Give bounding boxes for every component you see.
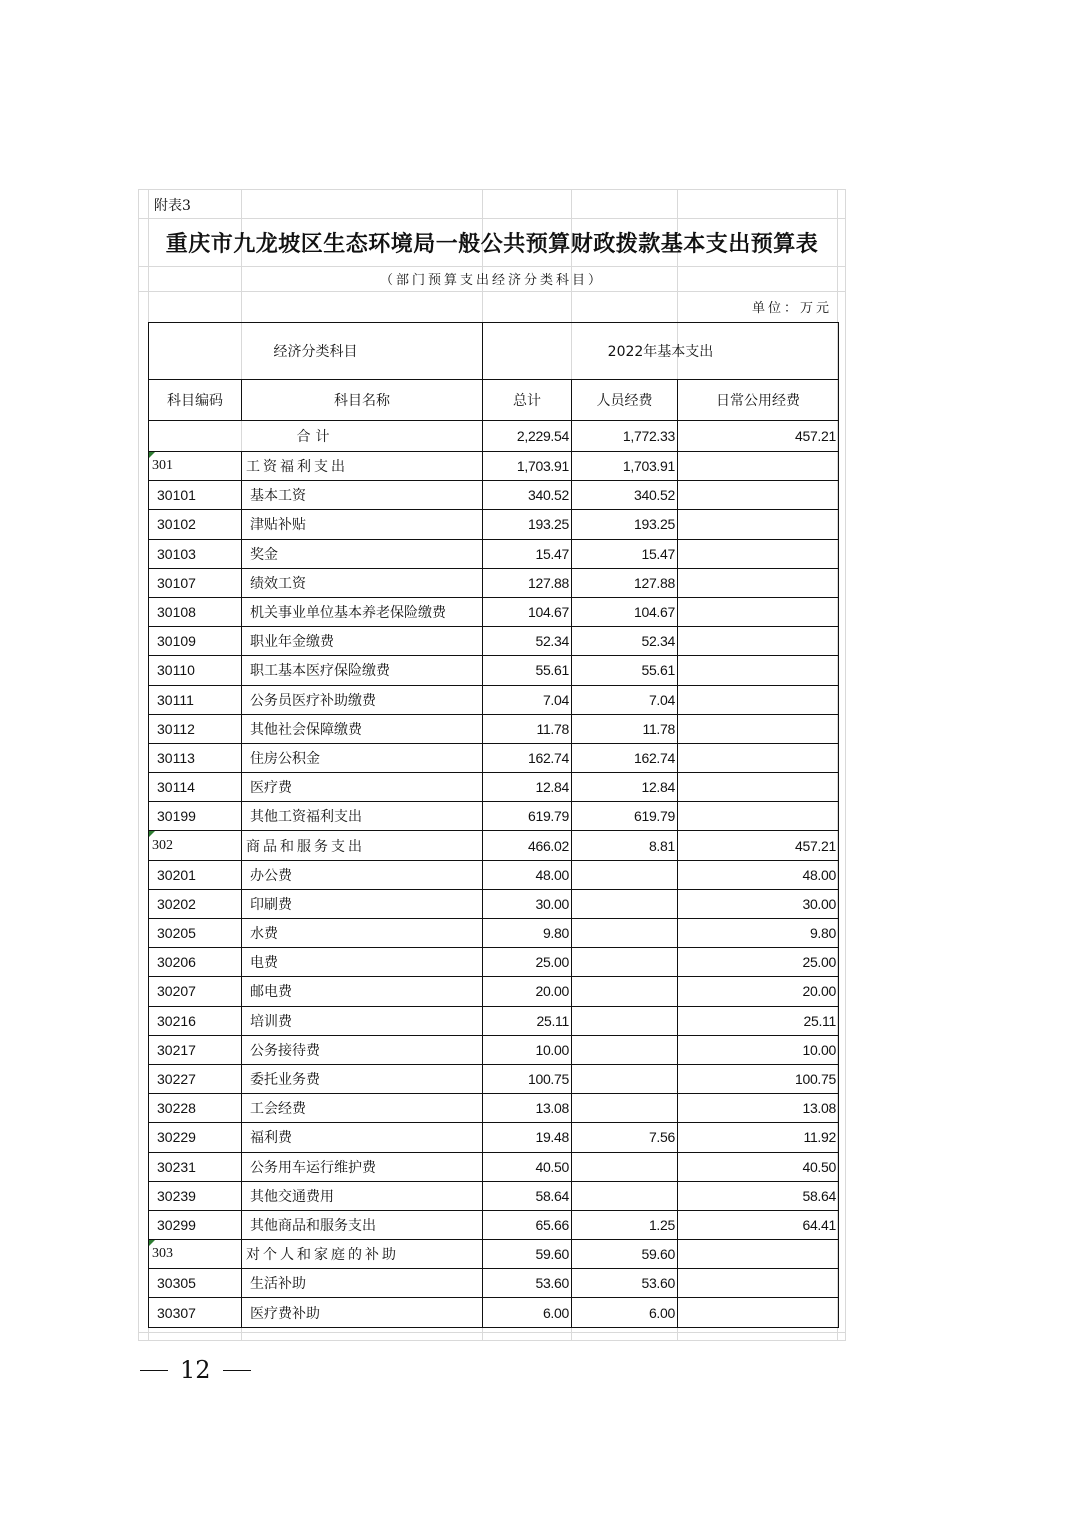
row-name: 办公费 [242, 860, 483, 889]
table-row [149, 1006, 839, 1035]
table-row [149, 1152, 839, 1181]
row-name: 生活补助 [242, 1269, 483, 1298]
row-name: 其他工资福利支出 [242, 802, 483, 831]
row-name: 委托业务费 [242, 1064, 483, 1093]
table-row [149, 919, 839, 948]
total-label: 合计 [149, 421, 483, 452]
row-public [678, 627, 839, 656]
row-total: 7.04 [483, 685, 572, 714]
row-code: 30102 [149, 510, 242, 539]
page-number: 12 [180, 1356, 211, 1384]
row-total: 9.80 [483, 919, 572, 948]
row-name: 绩效工资 [242, 568, 483, 597]
cell-comment-marker [149, 452, 155, 458]
row-code: 30103 [149, 539, 242, 568]
row-name: 公务接待费 [242, 1035, 483, 1064]
row-name: 邮电费 [242, 977, 483, 1006]
row-code-text: 303 [152, 1246, 173, 1262]
table-row [149, 773, 839, 802]
row-total: 48.00 [483, 860, 572, 889]
row-code: 30239 [149, 1181, 242, 1210]
table-row [149, 743, 839, 772]
total-public: 457.21 [678, 421, 839, 452]
category-row [149, 831, 839, 860]
row-name: 对个人和家庭的补助 [242, 1240, 483, 1269]
row-public: 11.92 [678, 1123, 839, 1152]
row-public: 40.50 [678, 1152, 839, 1181]
row-total: 25.11 [483, 1006, 572, 1035]
row-code: 30201 [149, 860, 242, 889]
row-personnel [572, 919, 678, 948]
table-row [149, 627, 839, 656]
row-personnel [572, 1152, 678, 1181]
column-header-name: 科目名称 [242, 380, 483, 421]
row-code: 30114 [149, 773, 242, 802]
row-name: 基本工资 [242, 481, 483, 510]
table-row [149, 802, 839, 831]
row-personnel: 340.52 [572, 481, 678, 510]
row-name: 工会经费 [242, 1094, 483, 1123]
row-code: 30112 [149, 714, 242, 743]
row-name: 水费 [242, 919, 483, 948]
row-personnel: 619.79 [572, 802, 678, 831]
row-public [678, 481, 839, 510]
row-total: 340.52 [483, 481, 572, 510]
row-total: 58.64 [483, 1181, 572, 1210]
row-total: 52.34 [483, 627, 572, 656]
table-row [149, 714, 839, 743]
row-public [678, 1298, 839, 1327]
row-code: 30199 [149, 802, 242, 831]
table-row [149, 948, 839, 977]
column-header-code: 科目编码 [149, 380, 242, 421]
table-row [149, 1269, 839, 1298]
table-row [149, 685, 839, 714]
row-personnel [572, 860, 678, 889]
row-public: 20.00 [678, 977, 839, 1006]
row-total: 40.50 [483, 1152, 572, 1181]
row-personnel: 193.25 [572, 510, 678, 539]
table-row [149, 1094, 839, 1123]
row-total: 65.66 [483, 1210, 572, 1239]
row-name: 职工基本医疗保险缴费 [242, 656, 483, 685]
row-name: 电费 [242, 948, 483, 977]
row-code: 30205 [149, 919, 242, 948]
table-row [149, 1123, 839, 1152]
row-total: 20.00 [483, 977, 572, 1006]
row-public [678, 685, 839, 714]
row-personnel: 104.67 [572, 597, 678, 626]
row-public [678, 452, 839, 481]
row-name: 工资福利支出 [242, 452, 483, 481]
row-total: 59.60 [483, 1240, 572, 1269]
row-code: 30216 [149, 1006, 242, 1035]
total-total: 2,229.54 [483, 421, 572, 452]
row-total: 30.00 [483, 889, 572, 918]
table-row [149, 1181, 839, 1210]
row-personnel [572, 948, 678, 977]
row-code: 30108 [149, 597, 242, 626]
row-public: 25.00 [678, 948, 839, 977]
row-code: 30109 [149, 627, 242, 656]
row-personnel: 1.25 [572, 1210, 678, 1239]
table-row [149, 860, 839, 889]
row-total: 25.00 [483, 948, 572, 977]
row-code [149, 831, 242, 860]
cell-comment-marker [149, 831, 155, 837]
row-personnel: 127.88 [572, 568, 678, 597]
table-row [149, 481, 839, 510]
column-header-total: 总计 [483, 380, 572, 421]
row-public: 13.08 [678, 1094, 839, 1123]
row-personnel [572, 889, 678, 918]
row-name: 奖金 [242, 539, 483, 568]
row-code [149, 452, 242, 481]
row-total: 127.88 [483, 568, 572, 597]
row-code-text: 301 [152, 458, 173, 474]
table-row [149, 977, 839, 1006]
row-personnel: 15.47 [572, 539, 678, 568]
annex-label: 附表3 [154, 198, 191, 214]
row-personnel: 7.56 [572, 1123, 678, 1152]
row-total: 55.61 [483, 656, 572, 685]
row-total: 19.48 [483, 1123, 572, 1152]
row-code: 30305 [149, 1269, 242, 1298]
row-name: 公务员医疗补助缴费 [242, 685, 483, 714]
row-total: 15.47 [483, 539, 572, 568]
row-public: 10.00 [678, 1035, 839, 1064]
row-public [678, 656, 839, 685]
row-personnel: 8.81 [572, 831, 678, 860]
row-total: 162.74 [483, 743, 572, 772]
row-total: 10.00 [483, 1035, 572, 1064]
row-total: 100.75 [483, 1064, 572, 1093]
row-personnel [572, 1064, 678, 1093]
row-code: 30202 [149, 889, 242, 918]
row-code: 30206 [149, 948, 242, 977]
row-public: 58.64 [678, 1181, 839, 1210]
row-code [149, 1240, 242, 1269]
row-name: 其他社会保障缴费 [242, 714, 483, 743]
row-code: 30299 [149, 1210, 242, 1239]
table-row [149, 568, 839, 597]
row-name: 医疗费 [242, 773, 483, 802]
row-personnel: 1,703.91 [572, 452, 678, 481]
row-code: 30207 [149, 977, 242, 1006]
row-name: 津贴补贴 [242, 510, 483, 539]
row-code: 30107 [149, 568, 242, 597]
row-personnel: 52.34 [572, 627, 678, 656]
row-name: 培训费 [242, 1006, 483, 1035]
page-title: 重庆市九龙坡区生态环境局一般公共预算财政拨款基本支出预算表 [165, 231, 819, 257]
row-personnel [572, 977, 678, 1006]
table-row [149, 1298, 839, 1327]
row-public: 25.11 [678, 1006, 839, 1035]
row-public: 48.00 [678, 860, 839, 889]
row-total: 6.00 [483, 1298, 572, 1327]
row-public [678, 773, 839, 802]
row-personnel: 11.78 [572, 714, 678, 743]
row-personnel: 12.84 [572, 773, 678, 802]
row-personnel [572, 1006, 678, 1035]
row-code: 30113 [149, 743, 242, 772]
row-name: 机关事业单位基本养老保险缴费 [242, 597, 483, 626]
row-public [678, 714, 839, 743]
table-row [149, 1064, 839, 1093]
row-public: 100.75 [678, 1064, 839, 1093]
header-basic-expenditure: 2022年基本支出 [483, 323, 839, 380]
table-row [149, 1035, 839, 1064]
page-subtitle: （部门预算支出经济分类科目） [379, 273, 604, 288]
footer-dash-left [140, 1370, 168, 1371]
table-row [149, 889, 839, 918]
row-public [678, 1240, 839, 1269]
row-name: 职业年金缴费 [242, 627, 483, 656]
row-name: 其他商品和服务支出 [242, 1210, 483, 1239]
row-personnel [572, 1094, 678, 1123]
row-public: 457.21 [678, 831, 839, 860]
row-public [678, 743, 839, 772]
row-total: 466.02 [483, 831, 572, 860]
row-total: 12.84 [483, 773, 572, 802]
category-row [149, 452, 839, 481]
row-code: 30227 [149, 1064, 242, 1093]
row-total: 13.08 [483, 1094, 572, 1123]
row-total: 619.79 [483, 802, 572, 831]
header-economic-category: 经济分类科目 [149, 323, 483, 380]
row-name: 印刷费 [242, 889, 483, 918]
row-code: 30231 [149, 1152, 242, 1181]
column-header-personnel: 人员经费 [572, 380, 678, 421]
category-row [149, 1240, 839, 1269]
footer-dash-right [223, 1370, 251, 1371]
row-code-text: 302 [152, 837, 173, 853]
row-public: 64.41 [678, 1210, 839, 1239]
row-code: 30111 [149, 685, 242, 714]
row-public [678, 802, 839, 831]
row-total: 11.78 [483, 714, 572, 743]
row-personnel [572, 1181, 678, 1210]
row-total: 104.67 [483, 597, 572, 626]
row-public [678, 568, 839, 597]
row-name: 福利费 [242, 1123, 483, 1152]
row-personnel: 59.60 [572, 1240, 678, 1269]
budget-table [148, 322, 839, 1328]
total-personnel: 1,772.33 [572, 421, 678, 452]
row-personnel: 162.74 [572, 743, 678, 772]
row-total: 193.25 [483, 510, 572, 539]
row-personnel: 53.60 [572, 1269, 678, 1298]
row-public [678, 510, 839, 539]
page-footer [140, 1356, 251, 1384]
row-personnel: 6.00 [572, 1298, 678, 1327]
row-personnel [572, 1035, 678, 1064]
row-name: 商品和服务支出 [242, 831, 483, 860]
cell-comment-marker [149, 1240, 155, 1246]
row-total: 53.60 [483, 1269, 572, 1298]
row-code: 30228 [149, 1094, 242, 1123]
row-name: 住房公积金 [242, 743, 483, 772]
row-public [678, 539, 839, 568]
column-header-public: 日常公用经费 [678, 380, 839, 421]
unit-label: 单位：万元 [751, 301, 832, 316]
row-name: 医疗费补助 [242, 1298, 483, 1327]
row-public [678, 597, 839, 626]
row-personnel: 7.04 [572, 685, 678, 714]
row-personnel: 55.61 [572, 656, 678, 685]
table-row [149, 656, 839, 685]
table-row [149, 510, 839, 539]
table-row [149, 597, 839, 626]
row-public: 30.00 [678, 889, 839, 918]
row-code: 30101 [149, 481, 242, 510]
table-row [149, 539, 839, 568]
row-name: 公务用车运行维护费 [242, 1152, 483, 1181]
row-name: 其他交通费用 [242, 1181, 483, 1210]
row-code: 30217 [149, 1035, 242, 1064]
row-total: 1,703.91 [483, 452, 572, 481]
row-public: 9.80 [678, 919, 839, 948]
row-code: 30110 [149, 656, 242, 685]
total-row [149, 421, 839, 452]
row-code: 30229 [149, 1123, 242, 1152]
row-code: 30307 [149, 1298, 242, 1327]
row-public [678, 1269, 839, 1298]
table-row [149, 1210, 839, 1239]
